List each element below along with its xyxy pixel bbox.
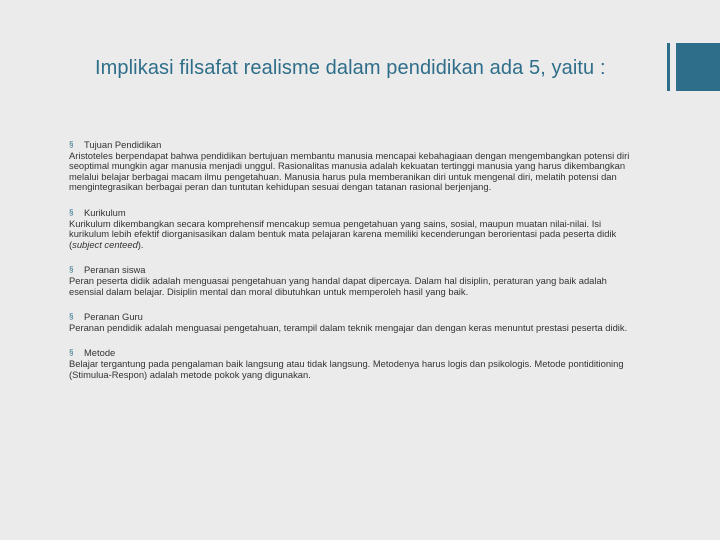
bullet-icon: § bbox=[69, 140, 74, 149]
bullet-icon: § bbox=[69, 265, 74, 275]
section-metode bbox=[69, 348, 635, 380]
slide-content bbox=[69, 140, 635, 395]
section-peranan-guru bbox=[69, 312, 635, 333]
accent-bar-thin bbox=[667, 43, 670, 91]
section-peranan-siswa bbox=[69, 265, 635, 297]
section-heading: Kurikulum bbox=[84, 206, 126, 218]
section-body-text: Kurikulum dikembangkan secara komprehensif mencakup semua pengetahuan yang sains, sosial, maupun muatan nilai-nilai. Isi kurikulum lebih efektif diorganisasikan dalam bentuk mata pelajaran karena memiliki kecenderungan berorientasi pada peserta didik ( bbox=[69, 217, 617, 250]
section-heading: Peranan Guru bbox=[84, 311, 143, 323]
section-body-end: ). bbox=[137, 238, 144, 250]
section-heading: Tujuan Pendidikan bbox=[84, 139, 162, 150]
accent-bar-thick bbox=[676, 43, 720, 91]
section-kurikulum bbox=[69, 208, 635, 250]
bullet-icon: § bbox=[69, 312, 74, 322]
section-heading: Metode bbox=[84, 347, 116, 359]
bullet-icon: § bbox=[69, 207, 74, 217]
section-tujuan-pendidikan bbox=[69, 140, 635, 193]
section-body bbox=[69, 219, 635, 251]
slide-title: Implikasi filsafat realisme dalam pendidikan ada 5, yaitu : bbox=[95, 57, 606, 79]
section-heading: Peranan siswa bbox=[84, 264, 146, 276]
section-body-italic: subject centeed bbox=[72, 238, 138, 250]
section-body: Aristoteles berpendapat bahwa pendidikan bertujuan membantu manusia mencapai kebahagiaan dengan mengembangkan potensi diri seoptimal mungkin agar manusia menjadi unggul. Rasionalitas manusia adalah kekuatan tertinggi manusia yang harus dikembangkan melalui belajar berbagai macam ilmu pengetahuan. Manusia harus pula memberanikan diri untuk mengenal diri, melatih potensi dan mengintegrasikan berbagai peran dan tuntutan kehidupan sesuai dengan tatanan rasional berjenjang. bbox=[69, 149, 630, 193]
section-body: Peranan pendidik adalah menguasai pengetahuan, terampil dalam teknik mengajar dan dengan keras menuntut prestasi peserta didik. bbox=[69, 321, 628, 333]
bullet-icon: § bbox=[69, 348, 74, 358]
section-body: Peran peserta didik adalah menguasai pengetahuan yang handal dapat dipercaya. Dalam hal disiplin, peraturan yang baik adalah esensial dalam belajar. Disiplin mental dan moral dibutuhkan untuk memperoleh hasil yang baik. bbox=[69, 274, 607, 297]
section-body: Belajar tergantung pada pengalaman baik langsung atau tidak langsung. Metodenya harus logis dan psikologis. Metode pontiditioning (Stimulua-Respon) adalah metode pokok yang digunakan. bbox=[69, 357, 624, 380]
